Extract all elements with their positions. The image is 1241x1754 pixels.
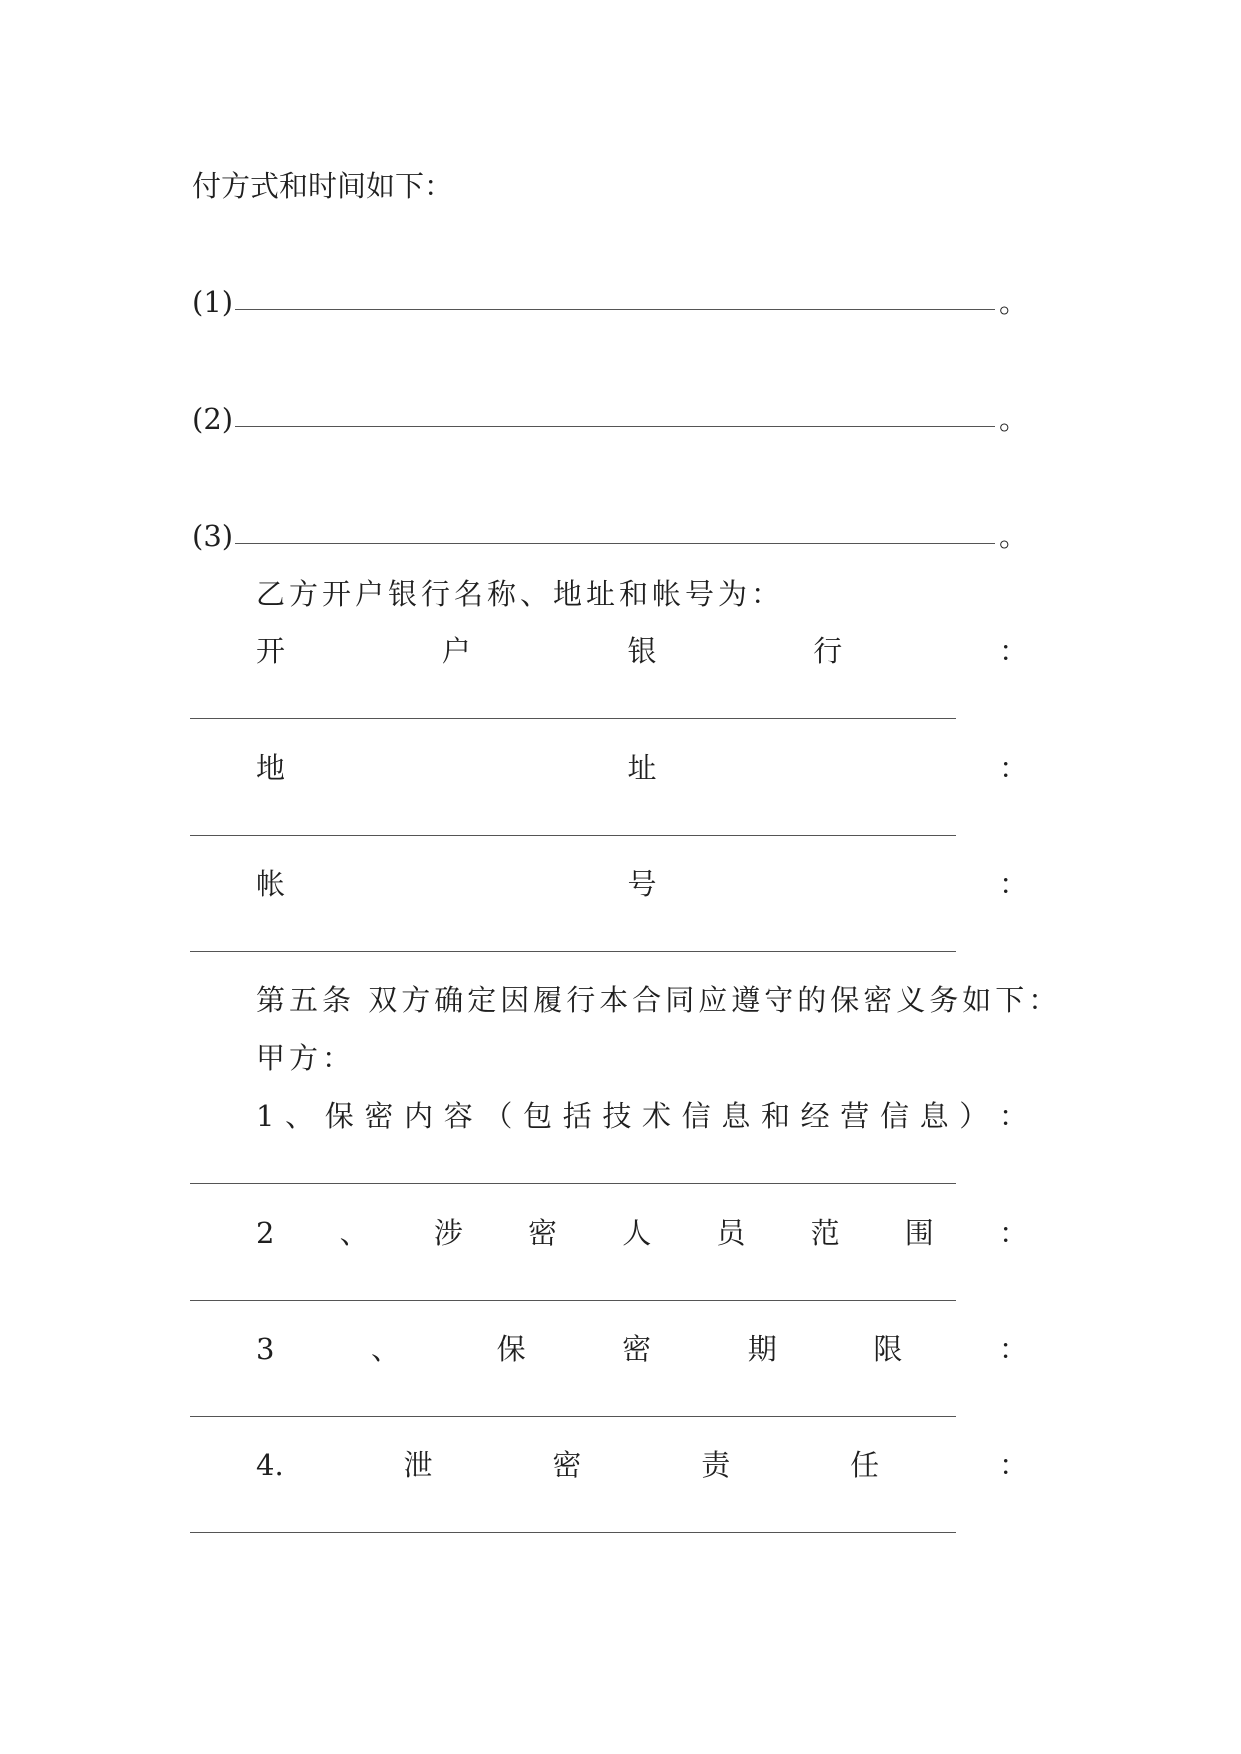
label-glyph: 术 [642, 1099, 672, 1133]
label-glyph: ： [998, 1216, 1028, 1250]
label-glyph: 泄 [403, 1448, 433, 1482]
label-glyph: 容 [443, 1099, 473, 1133]
label-glyph: 密 [528, 1216, 558, 1250]
label-glyph: 密 [622, 1332, 652, 1366]
label-glyph: 括 [562, 1099, 592, 1133]
fill-blank-line [235, 426, 995, 427]
label-glyph: 人 [622, 1216, 652, 1250]
label-glyph: 2 [256, 1216, 275, 1250]
label-glyph: ： [998, 634, 1028, 668]
label-glyph: 1 [256, 1099, 275, 1133]
label-glyph: 3 [256, 1332, 275, 1366]
label-glyph: 4. [256, 1448, 284, 1482]
payment-item-2 [192, 402, 1028, 436]
label-glyph: 包 [523, 1099, 553, 1133]
item-number: (3) [192, 519, 234, 553]
article-5-heading: 第五条 双方确定因履行本合同应遵守的保密义务如下： [256, 983, 1062, 1017]
label-glyph: ： [998, 1332, 1028, 1366]
label-glyph: 密 [364, 1099, 394, 1133]
bank-address-label [256, 751, 1028, 785]
label-glyph: 址 [627, 751, 657, 785]
payment-item-1 [192, 285, 1028, 319]
confidentiality-period-label [256, 1332, 1028, 1366]
label-glyph: 营 [840, 1099, 870, 1133]
label-glyph: 技 [602, 1099, 632, 1133]
label-glyph: 责 [701, 1448, 731, 1482]
item-period: 。 [998, 402, 1028, 436]
bank-intro-text: 乙方开户银行名称、地址和帐号为： [256, 577, 785, 611]
bank-account-label [256, 867, 1028, 901]
bank-account-blank-line [190, 951, 956, 952]
leak-liability-label [256, 1448, 1028, 1482]
label-glyph: 帐 [256, 867, 286, 901]
label-glyph: 息 [721, 1099, 751, 1133]
label-glyph: 涉 [433, 1216, 463, 1250]
label-glyph: 内 [404, 1099, 434, 1133]
label-glyph: 限 [873, 1332, 903, 1366]
label-glyph: 、 [285, 1099, 315, 1133]
label-glyph: 范 [810, 1216, 840, 1250]
label-glyph: 经 [800, 1099, 830, 1133]
label-glyph: 、 [371, 1332, 401, 1366]
label-glyph: 围 [904, 1216, 934, 1250]
label-glyph: 银 [627, 634, 657, 668]
label-glyph: 和 [760, 1099, 790, 1133]
label-glyph: ： [998, 1099, 1028, 1133]
personnel-scope-label [256, 1216, 1028, 1250]
label-glyph: 信 [879, 1099, 909, 1133]
label-glyph: 保 [324, 1099, 354, 1133]
confidentiality-period-blank-line [190, 1416, 956, 1417]
intro-text: 付方式和时间如下： [192, 169, 454, 203]
label-glyph: ： [998, 1448, 1028, 1482]
label-glyph: 任 [850, 1448, 880, 1482]
label-glyph: 户 [441, 634, 471, 668]
confidentiality-content-blank-line [190, 1183, 956, 1184]
label-glyph: 行 [813, 634, 843, 668]
label-glyph: 开 [256, 634, 286, 668]
bank-address-blank-line [190, 835, 956, 836]
label-glyph: 保 [496, 1332, 526, 1366]
item-number: (2) [192, 402, 234, 436]
label-glyph: 地 [256, 751, 286, 785]
party-a-label: 甲方： [256, 1041, 356, 1075]
label-glyph: 员 [716, 1216, 746, 1250]
label-glyph: 密 [552, 1448, 582, 1482]
item-period: 。 [998, 519, 1028, 553]
personnel-scope-blank-line [190, 1300, 956, 1301]
label-glyph: 号 [627, 867, 657, 901]
fill-blank-line [235, 543, 995, 544]
label-glyph: 、 [339, 1216, 369, 1250]
label-glyph: 息 [919, 1099, 949, 1133]
label-glyph: ： [998, 867, 1028, 901]
leak-liability-blank-line [190, 1532, 956, 1533]
fill-blank-line [235, 309, 995, 310]
label-glyph: 期 [747, 1332, 777, 1366]
label-glyph: ： [998, 751, 1028, 785]
label-glyph: 信 [681, 1099, 711, 1133]
label-glyph: （ [483, 1099, 513, 1133]
bank-name-blank-line [190, 718, 956, 719]
payment-item-3 [192, 519, 1028, 553]
item-number: (1) [192, 285, 234, 319]
item-period: 。 [998, 285, 1028, 319]
label-glyph: ） [959, 1099, 989, 1133]
bank-name-label [256, 634, 1028, 668]
confidentiality-content-label [256, 1099, 1028, 1133]
